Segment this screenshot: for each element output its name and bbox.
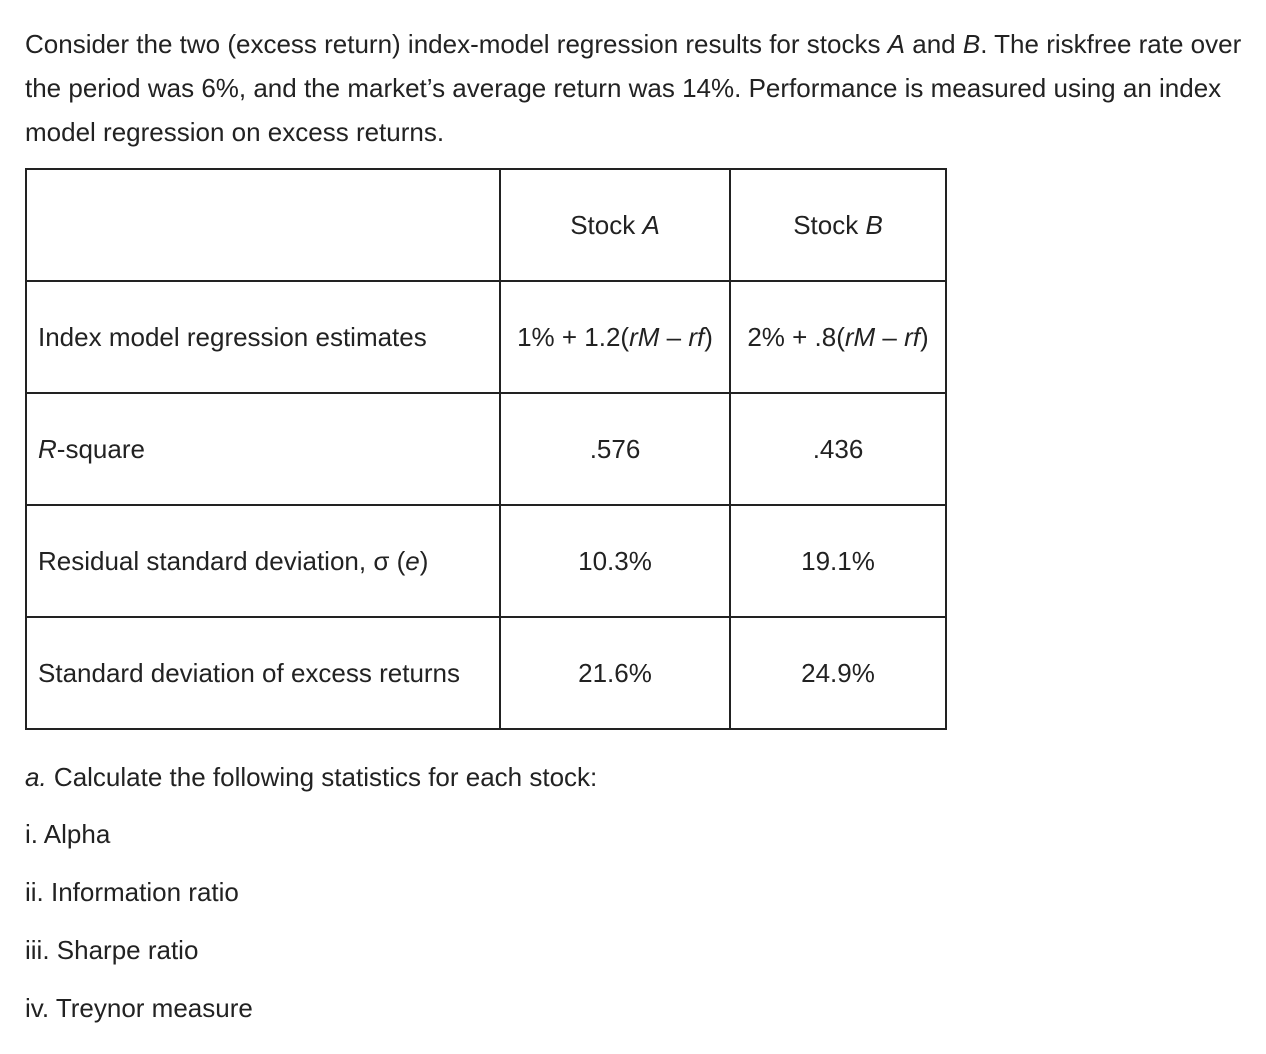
cell-a-r-square: .576	[500, 393, 730, 505]
cell-a-regression	[500, 281, 730, 393]
intro-text-2: and	[905, 29, 963, 59]
cell-a-residual-sd: 10.3%	[500, 505, 730, 617]
header-stock-a-prefix: Stock	[570, 209, 643, 240]
header-empty-cell	[26, 169, 500, 281]
eq-b-rm: rM	[844, 321, 876, 352]
header-stock-a	[500, 169, 730, 281]
row-label-regression: Index model regression estimates	[26, 281, 500, 393]
header-stock-b-letter: B	[865, 209, 883, 240]
problem-intro	[25, 22, 1245, 154]
eq-a-part1: 1% + 1.2(	[517, 321, 630, 352]
residual-label-italic: e	[405, 545, 420, 576]
row-label-r-square	[26, 393, 500, 505]
eq-b-part2: –	[875, 321, 905, 352]
residual-label-main: Residual standard deviation, σ (	[38, 545, 406, 576]
intro-text-1: Consider the two (excess return) index-model regression results for stocks	[25, 29, 888, 59]
question-letter: a.	[25, 762, 47, 792]
table-row-excess-sd	[26, 617, 946, 729]
cell-b-r-square: .436	[730, 393, 946, 505]
eq-b-part1: 2% + .8(	[747, 321, 845, 352]
row-label-excess-sd: Standard deviation of excess returns	[26, 617, 500, 729]
table-header-row	[26, 169, 946, 281]
eq-a-rf: rf	[688, 321, 705, 352]
eq-b-rf: rf	[904, 321, 921, 352]
header-stock-a-letter: A	[642, 209, 660, 240]
question-a	[25, 755, 597, 799]
eq-a-part2: –	[659, 321, 689, 352]
eq-b-part3: )	[920, 321, 929, 352]
list-item-alpha: i. Alpha	[25, 819, 111, 849]
header-stock-b	[730, 169, 946, 281]
list-item-information-ratio: ii. Information ratio	[25, 877, 239, 907]
intro-text-3: . The riskfree rate over the period was 6%, and the market’s average return was 14%. Performance is measured using an index model regression on excess returns.	[25, 29, 1242, 147]
cell-b-regression	[730, 281, 946, 393]
table-row-r-square	[26, 393, 946, 505]
table-row-residual-sd	[26, 505, 946, 617]
cell-b-excess-sd: 24.9%	[730, 617, 946, 729]
cell-a-excess-sd: 21.6%	[500, 617, 730, 729]
eq-a-rm: rM	[629, 321, 660, 352]
intro-stock-b: B	[962, 29, 981, 59]
row-label-residual-sd	[26, 505, 500, 617]
eq-a-part3: )	[704, 321, 713, 352]
statistics-list	[25, 812, 253, 1044]
header-stock-b-prefix: Stock	[793, 209, 866, 240]
cell-b-residual-sd: 19.1%	[730, 505, 946, 617]
residual-label-end: )	[419, 545, 429, 576]
table-row-regression	[26, 281, 946, 393]
r-square-italic: R	[38, 433, 57, 464]
list-item-sharpe-ratio: iii. Sharpe ratio	[25, 935, 199, 965]
regression-results-table	[25, 168, 947, 730]
intro-stock-a: A	[887, 29, 906, 59]
question-text: Calculate the following statistics for each stock:	[46, 762, 598, 792]
r-square-rest: -square	[56, 433, 145, 464]
list-item-treynor-measure: iv. Treynor measure	[25, 993, 253, 1023]
